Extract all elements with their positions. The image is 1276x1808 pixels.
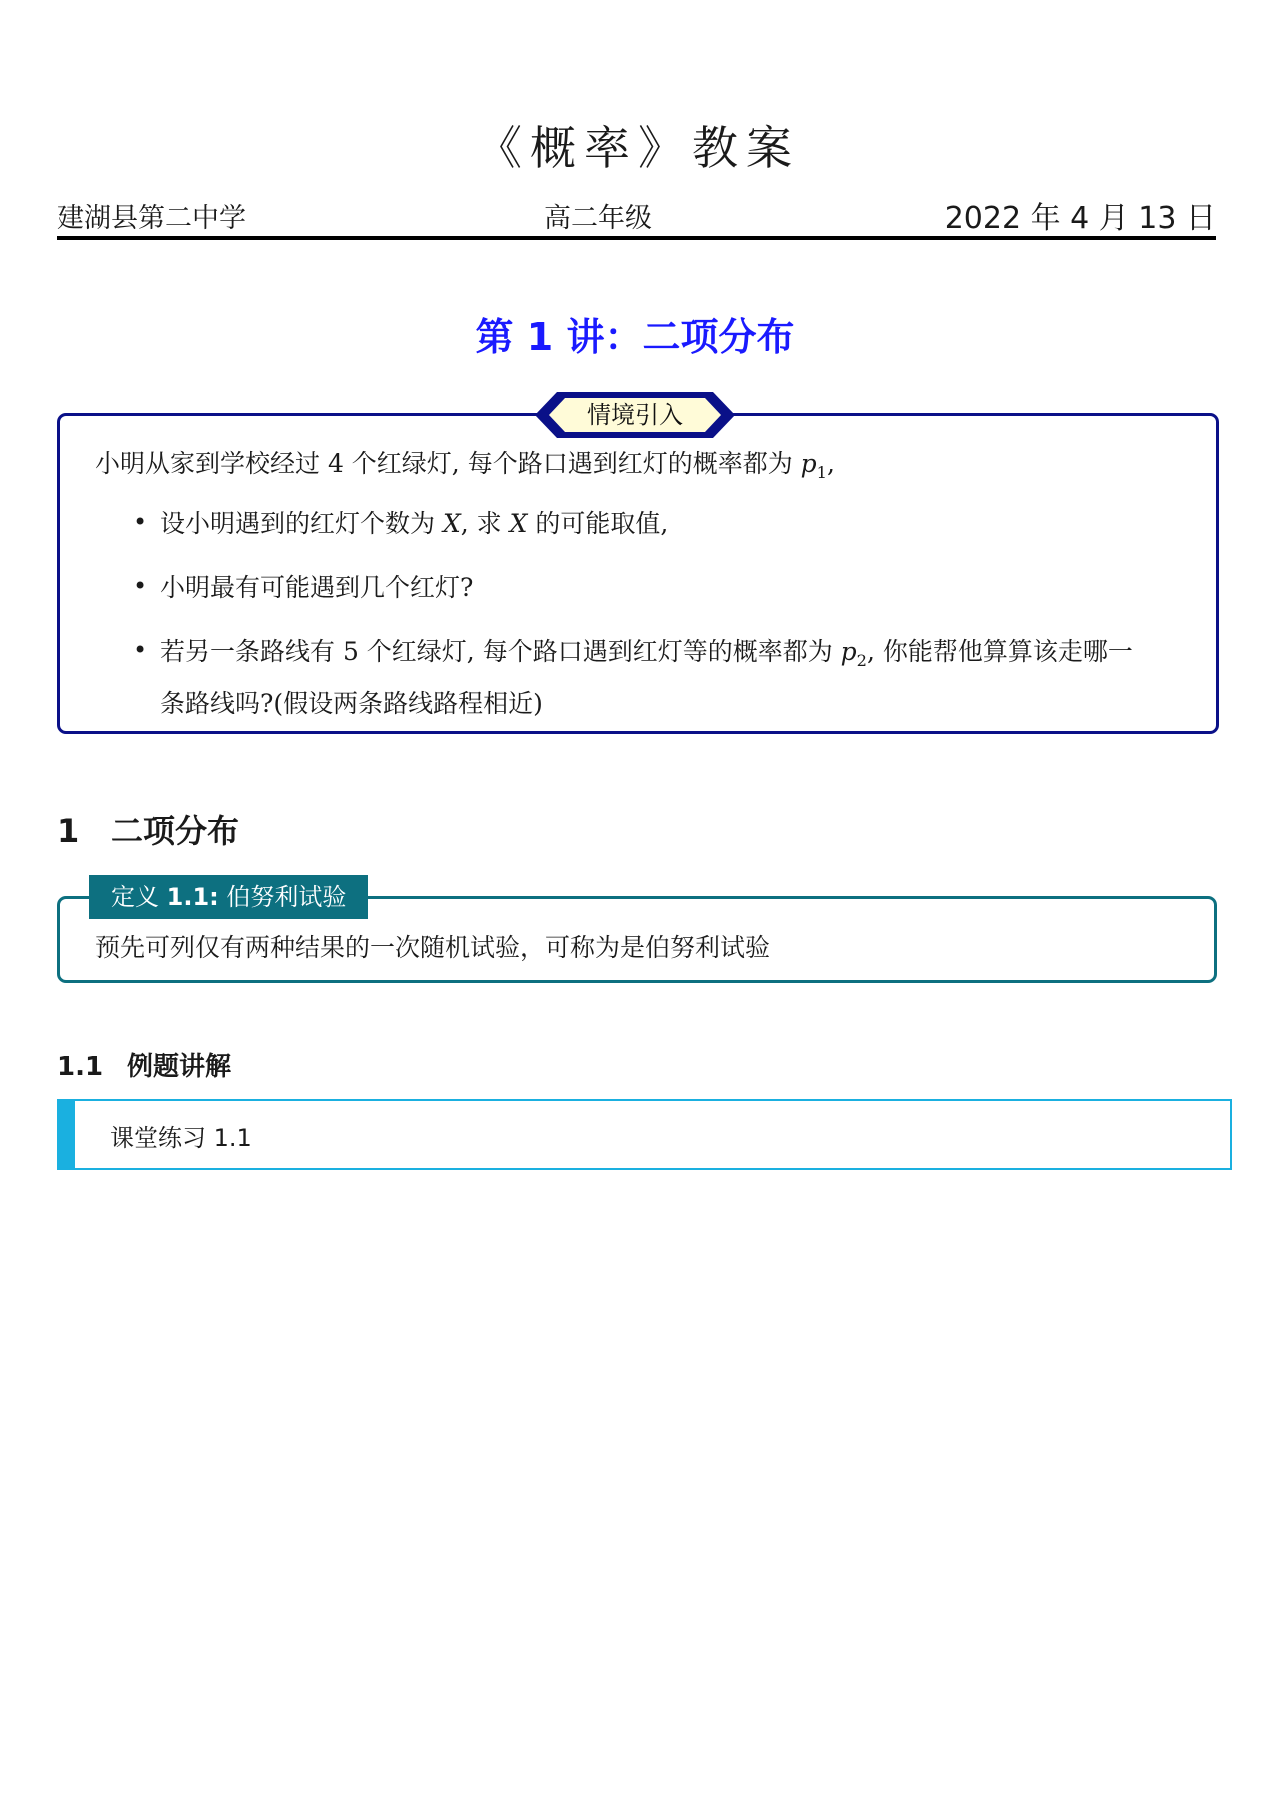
- document-title: 《概率》教案: [476, 121, 800, 175]
- section-heading: [57, 806, 239, 852]
- bullet-dot: •: [133, 636, 148, 664]
- intro-badge-label: 情境引入: [587, 401, 683, 429]
- subsection-number: 1.1: [57, 1052, 104, 1082]
- subsection-heading: [57, 1046, 231, 1083]
- subsection-title: 例题讲解: [127, 1052, 232, 1082]
- bullet-dot: •: [133, 508, 148, 536]
- definition-tag: 定义 1.1: 伯努利试验: [89, 875, 368, 919]
- lecture-title: 第 1 讲：二项分布: [475, 315, 795, 359]
- section-title: 二项分布: [111, 812, 240, 850]
- definition-text: 预先可列仅有两种结果的一次随机试验，可称为是伯努利试验: [95, 933, 771, 962]
- bullet-dot: •: [133, 572, 148, 600]
- intro-bullet-3: 若另一条路线有 5 个红绿灯, 每个路口遇到红灯等的概率都为 $p_2$, 你能帮他算算该走哪一 条路线吗?(假设两条路线路程相近): [160, 637, 1133, 718]
- intro-bullet-1: 设小明遇到的红灯个数为 X, 求 X 的可能取值,: [160, 509, 669, 538]
- exercise-label: 课堂练习 1.1: [110, 1124, 252, 1152]
- header-rule: [57, 236, 1216, 240]
- grade-level: 高二年级: [544, 203, 652, 234]
- intro-paragraph: 小明从家到学校经过 4 个红绿灯, 每个路口遇到红灯的概率都为 $p_1$,: [95, 449, 835, 482]
- intro-bullet-2: 小明最有可能遇到几个红灯?: [160, 573, 474, 602]
- section-number: 1: [57, 812, 80, 850]
- school-name: 建湖县第二中学: [57, 203, 246, 234]
- document-date: 2022 年 4 月 13 日: [944, 201, 1216, 236]
